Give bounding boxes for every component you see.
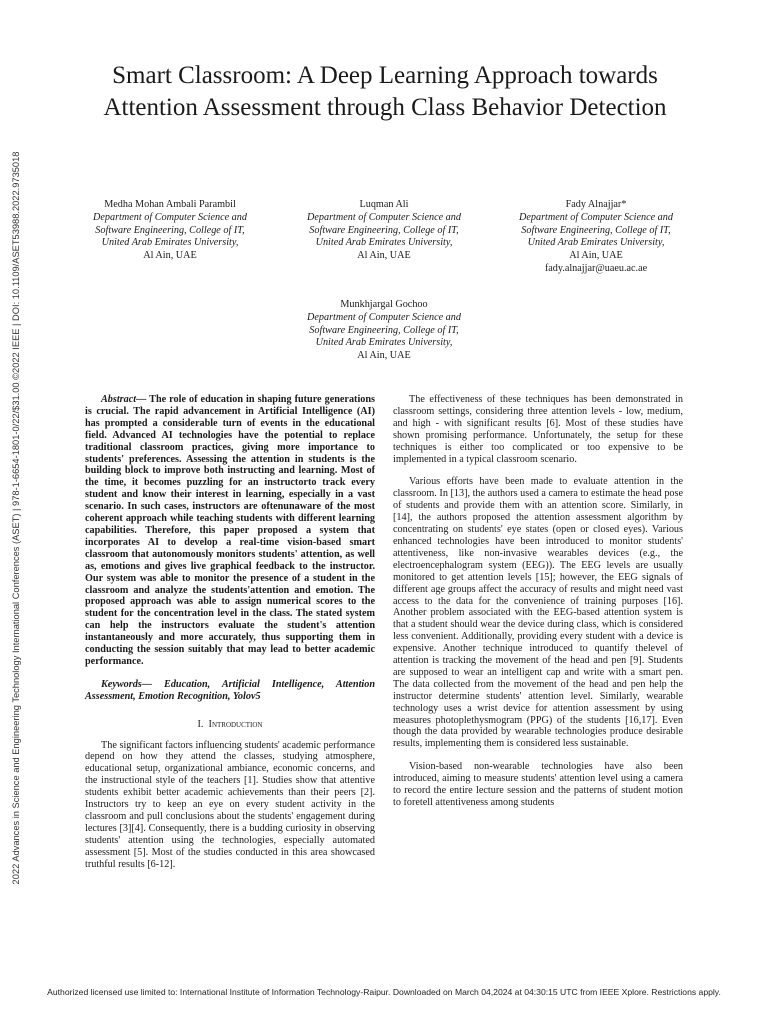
- section-number: I.: [197, 718, 204, 730]
- author-dept: Department of Computer Science and: [93, 211, 247, 223]
- left-column: [85, 394, 375, 882]
- abstract: [85, 394, 375, 668]
- author-block: [284, 299, 484, 363]
- abstract-label: Abstract—: [101, 394, 147, 405]
- paper-title: Smart Classroom: A Deep Learning Approach towards Attention Assessment through Class Behavior Detection: [103, 62, 667, 121]
- abstract-text: The role of education in shaping future generations is crucial. The rapid advancement in Artificial Intelligence (AI) has prompted a considerable turn of events in the educational field. Advanced AI technologies have the potential to replace traditional classroom practices, giving more importance to students' preferences. Assessing the attention in students is the building block to improve both instructing and learning. Most of the time, it becomes puzzling for an instructorto track every student and know their interest in learning, especially in a vast scenario. In such cases, instructors are oftenunaware of the most coherent approach while teaching students with different learning capabilities. Therefore, this paper proposed a system that incorporates AI to develop a real-time vision-based smart classroom that autonomously monitors students' attention, as well as, emotions and gives live graphical feedback to the instructor. Our system was able to monitor the presence of a student in the classroom and analyze the students'attention and emotion. The proposed approach was able to assign numerical scores to the student for the concentration level in the class. The stated system can help the instructors evaluate the student's attention instantaneously and more accurately, thus supporting them in conducting the session suitably that may lead to better academic performance.: [85, 394, 375, 667]
- section-title: Introduction: [208, 718, 263, 730]
- keywords: Keywords— Education, Artificial Intelligence, Attention Assessment, Emotion Recognition, Yolov5: [85, 678, 375, 702]
- author-dept: Software Engineering, College of IT,: [309, 324, 459, 336]
- author-dept: Software Engineering, College of IT,: [95, 224, 245, 236]
- author-university: United Arab Emirates University,: [315, 237, 453, 249]
- right-column: [393, 394, 683, 820]
- body-paragraph: Various efforts have been made to evaluate attention in the classroom. In [13], the authors used a camera to estimate the head pose of students and provide them with an attention score. Similarly, in [14], the authors proposed the attention assessment algorithm by concentrating on students' eye states (open or closed eyes). Various enhanced technologies have been introduced to monitor students' attentiveness, like non-invasive wearables devices (e.g., the electroencephalogram system (EEG)). The EEG levels are usually monitored to get attention levels [15]; however, the EEG signals of different age groups affect the accuracy of results and might need vast access to the data for the convenience of training purposes [16]. Another problem associated with the EEG-based attention system is that a student should wear the device during class, which is considered less convenient. Additionally, providing every student with a device is expensive. Another technique introduced to quantify thelevel of attention is tracking the movement of the head and pen [9]. Students are supposed to wear an intelligent cap and write with a smart pen. The data collected from the movement of the head and pen help the instructor determine students' attention level. Similarly, wearable technology uses a wrist device for attention assessment by using measures photoplethysmogram (PPG) of the students [16,17]. Even though the data provided by wearable technologies produce desirable results, implementing them is considered less sustainable.: [393, 476, 683, 750]
- author-university: United Arab Emirates University,: [527, 237, 665, 249]
- author-name: Munkhjargal Gochoo: [340, 299, 428, 310]
- author-block: [284, 199, 484, 263]
- license-footer: Authorized licensed use limited to: International Institute of Information Technology-Raipur. Downloaded on March 04,2024 at 04:30:15 UTC from IEEE Xplore. Restrictions apply.: [47, 987, 721, 997]
- body-paragraph: The effectiveness of these techniques has been demonstrated in classroom settings, considering three attention levels - low, medium, and high - with significant results [6]. Most of these studies have shown promising performance. Unfortunately, the setup for these techniques is either too complicated or too expensive to be implemented in a typical classroom scenario.: [393, 394, 683, 465]
- author-university: United Arab Emirates University,: [315, 337, 453, 349]
- author-university: United Arab Emirates University,: [101, 237, 239, 249]
- author-dept: Department of Computer Science and: [307, 311, 461, 323]
- author-email[interactable]: fady.alnajjar@uaeu.ac.ae: [544, 262, 648, 274]
- doi-sidebar: [9, 138, 23, 898]
- doi-sidebar-text: 2022 Advances in Science and Engineering Technology International Conferences (ASET) | 978-1-6654-1801-0/22/$31.00 ©2022 IEEE | DOI: 10.1109/ASET53988.2022.9735018: [11, 151, 21, 885]
- author-city: Al Ain, UAE: [143, 250, 197, 262]
- author-block: [70, 199, 270, 263]
- body-paragraph: Vision-based non-wearable technologies have also been introduced, aiming to measure students' attention level using a camera to record the entire lecture session and the patterns of student motion to foretell attentiveness among students: [393, 761, 683, 808]
- author-city: Al Ain, UAE: [569, 250, 623, 262]
- author-city: Al Ain, UAE: [357, 250, 411, 262]
- author-dept: Software Engineering, College of IT,: [309, 224, 459, 236]
- intro-paragraph: The significant factors influencing students' academic performance depend on how they attend the classes, studying atmosphere, educational setup, organizational ambiance, economic concerns, and the instructional style of the teachers [1]. Studies show that attentive students exhibit better academic achievements than their peers [2]. Instructors try to keep an eye on every student activity in the classroom and pull conclusions about the students' engagement during lectures [3][4]. Consequently, there is a budding curiosity in observing students' attention using the technologies, especially automated assessment [5]. Most of the studies conducted in this area showcased truthful results [6-12].: [85, 739, 375, 870]
- author-name: Medha Mohan Ambali Parambil: [104, 199, 236, 210]
- author-name: Luqman Ali: [359, 199, 409, 210]
- author-block: [496, 199, 696, 276]
- author-dept: Department of Computer Science and: [307, 211, 461, 223]
- author-name: Fady Alnajjar*: [565, 199, 627, 210]
- author-city: Al Ain, UAE: [357, 350, 411, 362]
- section-heading: [85, 719, 375, 731]
- author-dept: Software Engineering, College of IT,: [521, 224, 671, 236]
- author-dept: Department of Computer Science and: [519, 211, 673, 223]
